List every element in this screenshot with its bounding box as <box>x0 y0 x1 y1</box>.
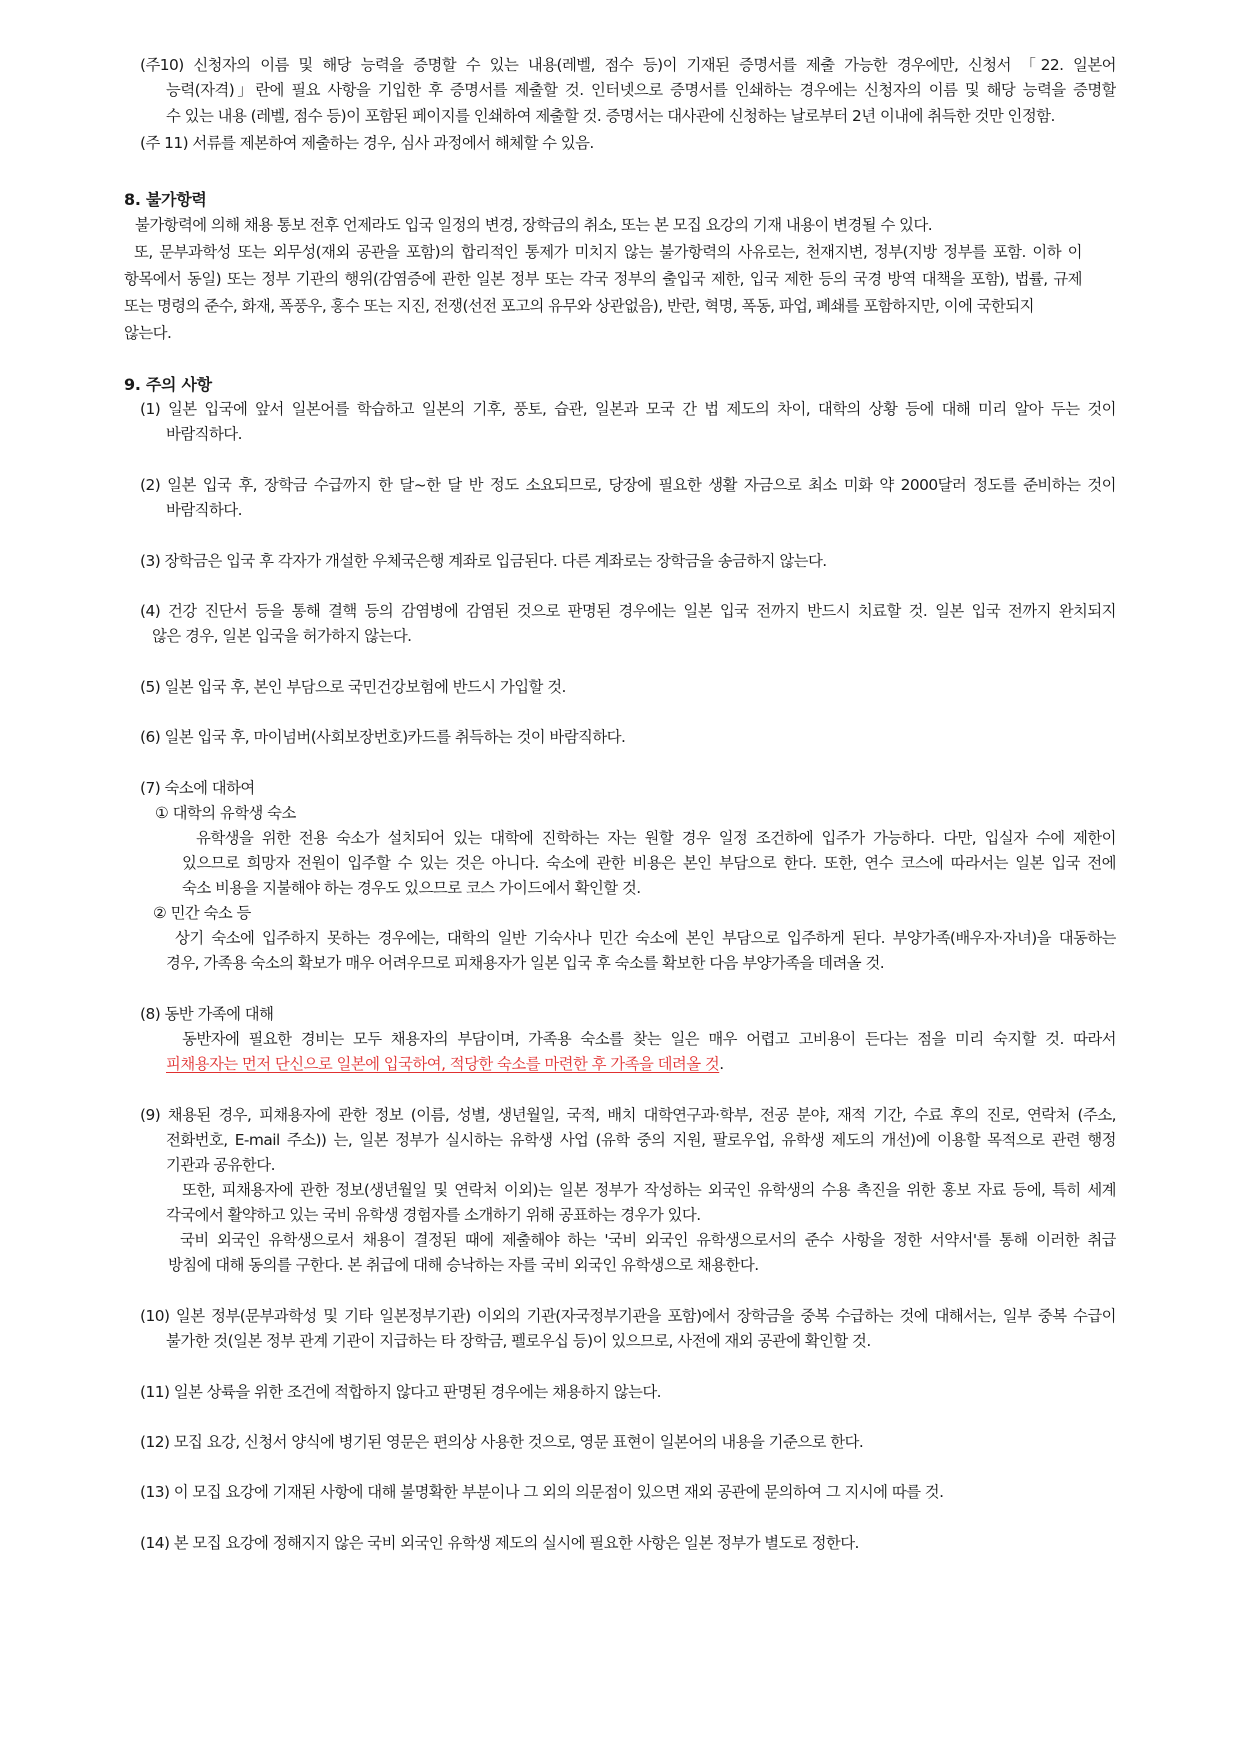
item-9-line-3: 기관과 공유한다. <box>166 1156 275 1174</box>
item-3: (3) 장학금은 입국 후 각자가 개설한 우체국은행 계좌로 입금된다. 다른 계좌로는 장학금을 송금하지 않는다. <box>140 552 827 570</box>
item-8-period: . <box>719 1055 724 1073</box>
item-8-red-underlined-text: 피채용자는 먼저 단신으로 일본에 입국하여, 적당한 숙소를 마련한 후 가족을 데려올 것 <box>166 1055 720 1073</box>
item-7-sub-2-line-2: 경우, 가족용 숙소의 확보가 매우 어려우므로 피채용자가 일본 입국 후 숙소를 확보한 다음 부양가족을 데려올 것. <box>166 954 885 972</box>
item-7-title: (7) 숙소에 대하여 <box>140 779 255 797</box>
item-4-line-2: 않은 경우, 일본 입국을 허가하지 않는다. <box>152 627 412 645</box>
item-13: (13) 이 모집 요강에 기재된 사항에 대해 불명확한 부분이나 그 외의 의문점이 있으면 재외 공관에 문의하여 그 지시에 따를 것. <box>140 1483 944 1501</box>
item-9-line-4: 또한, 피채용자에 관한 정보(생년월일 및 연락처 이외)는 일본 정부가 작성하는 외국인 유학생의 수용 촉진을 위한 홍보 자료 등에, 특히 세계 <box>182 1181 1116 1199</box>
section-9-title: 9. 주의 사항 <box>124 375 212 394</box>
item-9-line-2: 전화번호, E-mail 주소)) 는, 일본 정부가 실시하는 유학생 사업 (유학 중의 지원, 팔로우업, 유학생 제도의 개선)에 이용할 목적으로 관련 행정 <box>166 1131 1116 1149</box>
item-5: (5) 일본 입국 후, 본인 부담으로 국민건강보험에 반드시 가입할 것. <box>140 678 566 696</box>
item-8-line-1: 동반자에 필요한 경비는 모두 채용자의 부담이며, 가족용 숙소를 찾는 일은 매우 어렵고 고비용이 든다는 점을 미리 숙지할 것. 따라서 <box>182 1030 1116 1048</box>
section-8-paragraph-2-line-2: 항목에서 동일) 또는 정부 기관의 행위(감염증에 관한 일본 정부 또는 각국 정부의 출입국 제한, 입국 제한 등의 국경 방역 대책을 포함), 법률, 규제 <box>124 270 1082 288</box>
item-4-line-1: (4) 건강 진단서 등을 통해 결핵 등의 감염병에 감염된 것으로 판명된 경우에는 일본 입국 전까지 반드시 치료할 것. 일본 입국 전까지 완치되지 <box>140 602 1116 620</box>
item-1-line-2: 바람직하다. <box>166 425 242 443</box>
item-8-line-2 <box>166 1053 724 1075</box>
section-8-paragraph-2-line-1: 또, 문부과학성 또는 외무성(재외 공관을 포함)의 합리적인 통제가 미치지 않는 불가항력의 사유로는, 천재지변, 정부(지방 정부를 포함. 이하 이 <box>134 243 1082 261</box>
section-8-paragraph-1: 불가항력에 의해 채용 통보 전후 언제라도 입국 일정의 변경, 장학금의 취소, 또는 본 모집 요강의 기재 내용이 변경될 수 있다. <box>135 216 933 234</box>
item-7-sub-2-title: ② 민간 숙소 등 <box>153 904 251 922</box>
item-7-sub-2-line-1: 상기 숙소에 입주하지 못하는 경우에는, 대학의 일반 기숙사나 민간 숙소에 본인 부담으로 입주하게 된다. 부양가족(배우자·자녀)을 대동하는 <box>175 929 1116 947</box>
item-14: (14) 본 모집 요강에 정해지지 않은 국비 외국인 유학생 제도의 실시에 필요한 사항은 일본 정부가 별도로 정한다. <box>140 1534 859 1552</box>
note-10-line-2: 능력(자격)」란에 필요 사항을 기입한 후 증명서를 제출할 것. 인터넷으로 증명서를 인쇄하는 경우에는 신청자의 이름 및 해당 능력을 증명할 <box>166 81 1116 99</box>
item-12: (12) 모집 요강, 신청서 양식에 병기된 영문은 편의상 사용한 것으로, 영문 표현이 일본어의 내용을 기준으로 한다. <box>140 1433 864 1451</box>
item-9-line-6: 국비 외국인 유학생으로서 채용이 결정된 때에 제출해야 하는 '국비 외국인 유학생으로서의 준수 사항을 정한 서약서'를 통해 이러한 취급 <box>180 1231 1116 1249</box>
note-10-line-3: 수 있는 내용 (레벨, 점수 등)이 포함된 페이지를 인쇄하여 제출할 것. 증명서는 대사관에 신청하는 날로부터 2년 이내에 취득한 것만 인정함. <box>166 107 1055 125</box>
item-1-line-1: (1) 일본 입국에 앞서 일본어를 학습하고 일본의 기후, 풍토, 습관, 일본과 모국 간 법 제도의 차이, 대학의 상황 등에 대해 미리 알아 두는 것이 <box>140 400 1116 418</box>
item-7-sub-1-line-2: 있으므로 희망자 전원이 입주할 수 있는 것은 아니다. 숙소에 관한 비용은 본인 부담으로 한다. 또한, 연수 코스에 따라서는 일본 입국 전에 <box>182 854 1116 872</box>
item-10-line-1: (10) 일본 정부(문부과학성 및 기타 일본정부기관) 이외의 기관(자국정부기관을 포함)에서 장학금을 중복 수급하는 것에 대해서는, 일부 중복 수급이 <box>140 1307 1116 1325</box>
item-10-line-2: 불가한 것(일본 정부 관계 기관이 지급하는 타 장학금, 펠로우십 등)이 있으므로, 사전에 재외 공관에 확인할 것. <box>166 1332 871 1350</box>
section-8-title: 8. 불가항력 <box>124 190 207 209</box>
item-9-line-5: 각국에서 활약하고 있는 국비 유학생 경험자를 소개하기 위해 공표하는 경우가 있다. <box>166 1206 701 1224</box>
item-2-line-1: (2) 일본 입국 후, 장학금 수급까지 한 달~한 달 반 정도 소요되므로, 당장에 필요한 생활 자금으로 최소 미화 약 2000달러 정도를 준비하는 것이 <box>140 476 1116 494</box>
item-6: (6) 일본 입국 후, 마이넘버(사회보장번호)카드를 취득하는 것이 바람직하다. <box>140 728 626 746</box>
note-10-line-1: (주10) 신청자의 이름 및 해당 능력을 증명할 수 있는 내용(레벨, 점수 등)이 기재된 증명서를 제출 가능한 경우에만, 신청서 「22. 일본어 <box>140 56 1116 74</box>
item-11: (11) 일본 상륙을 위한 조건에 적합하지 않다고 판명된 경우에는 채용하지 않는다. <box>140 1383 661 1401</box>
item-9-line-1: (9) 채용된 경우, 피채용자에 관한 정보 (이름, 성별, 생년월일, 국적, 배치 대학연구과·학부, 전공 분야, 재적 기간, 수료 후의 진로, 연락처 (주소, <box>140 1106 1116 1124</box>
item-7-sub-1-line-3: 숙소 비용을 지불해야 하는 경우도 있으므로 코스 가이드에서 확인할 것. <box>182 879 641 897</box>
section-8-paragraph-2-line-3: 또는 명령의 준수, 화재, 폭풍우, 홍수 또는 지진, 전쟁(선전 포고의 유무와 상관없음), 반란, 혁명, 폭동, 파업, 폐쇄를 포함하지만, 이에 국한되지 <box>124 297 1034 315</box>
item-7-sub-1-line-1: 유학생을 위한 전용 숙소가 설치되어 있는 대학에 진학하는 자는 원할 경우 일정 조건하에 입주가 가능하다. 다만, 입실자 수에 제한이 <box>196 829 1116 847</box>
item-8-title: (8) 동반 가족에 대해 <box>140 1005 274 1023</box>
item-7-sub-1-title: ① 대학의 유학생 숙소 <box>155 804 296 822</box>
item-9-line-7: 방침에 대해 동의를 구한다. 본 취급에 대해 승낙하는 자를 국비 외국인 유학생으로 채용한다. <box>168 1256 759 1274</box>
note-11: (주 11) 서류를 제본하여 제출하는 경우, 심사 과정에서 해체할 수 있음. <box>140 134 594 152</box>
section-8-paragraph-2-line-4: 않는다. <box>124 324 172 342</box>
item-2-line-2: 바람직하다. <box>166 501 242 519</box>
